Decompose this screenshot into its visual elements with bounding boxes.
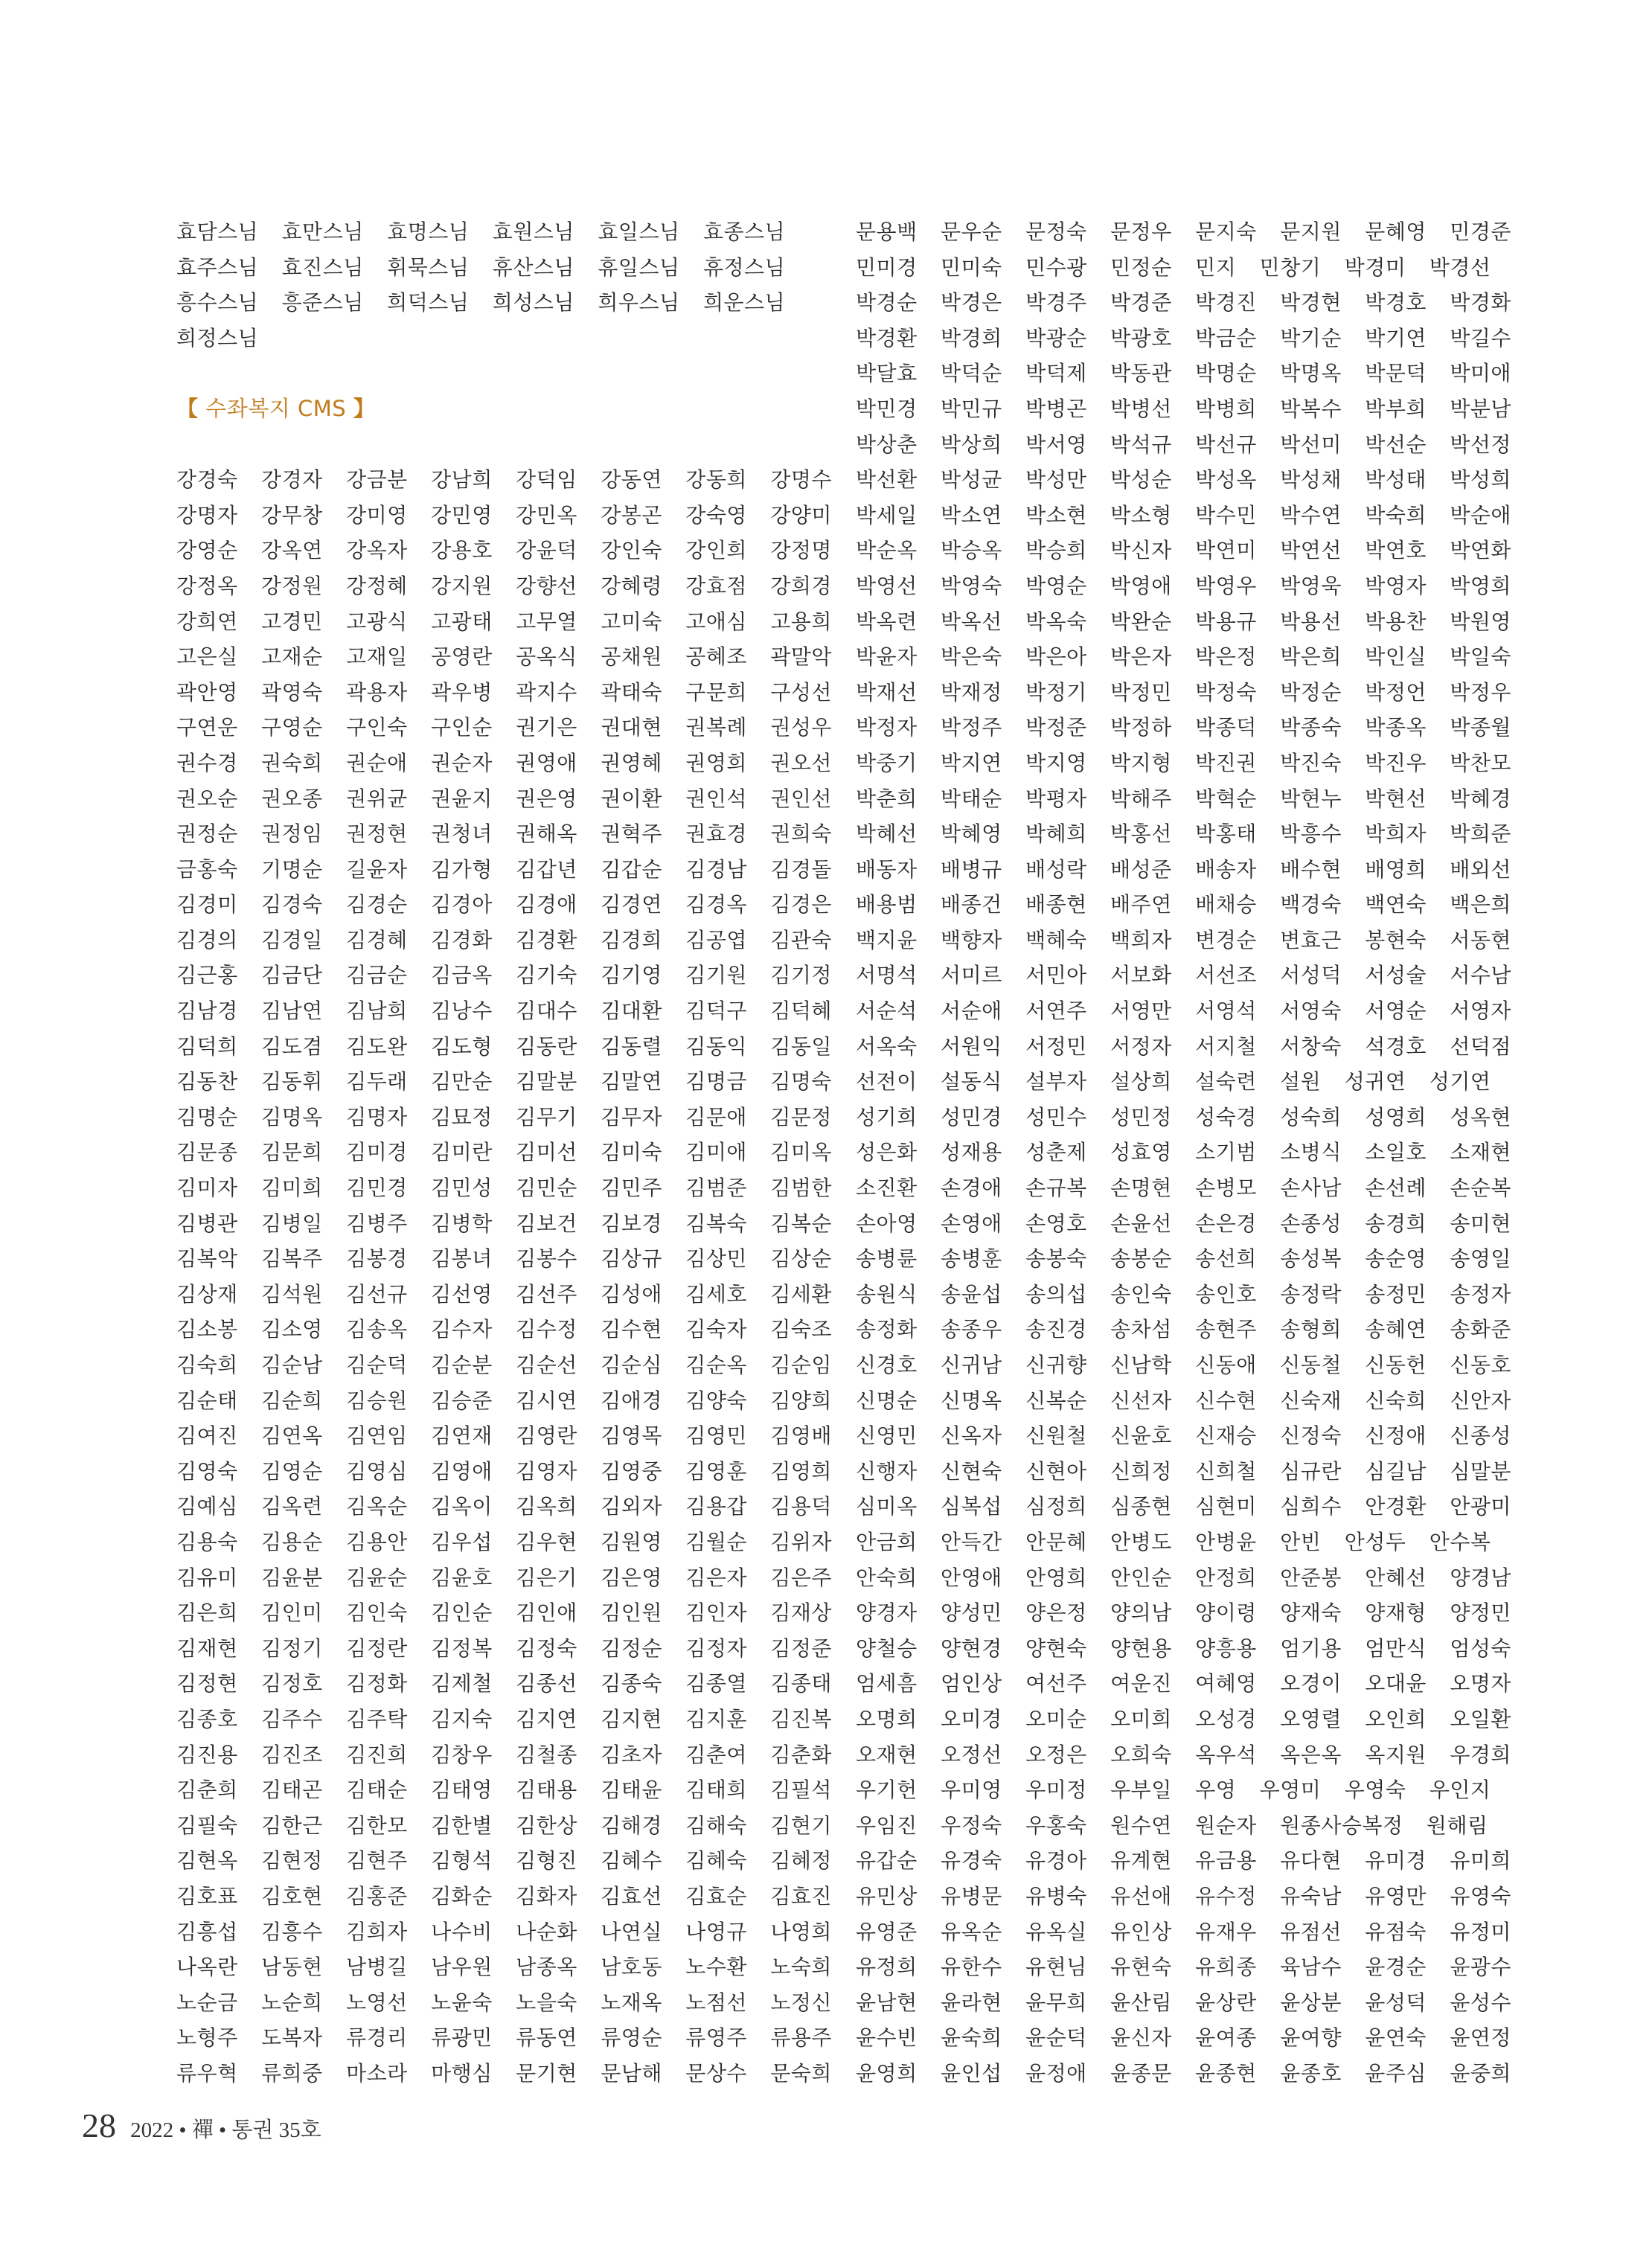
spacer [176,356,816,391]
monk-list-line: 효담스님 효만스님 효명스님 효원스님 효일스님 효종스님 [176,219,786,244]
donor-list-line: 신행자 신현숙 신현아 신희정 신희철 심규란 심길남 심말분 [856,1458,1511,1484]
donor-list-line: 김영숙 김영순 김영심 김영애 김영자 김영중 김영훈 김영희 [176,1458,832,1484]
donor-list-line: 김정현 김정호 김정화 김제철 김종선 김종숙 김종열 김종태 [176,1671,832,1696]
donor-list-line: 배용범 배종건 배종현 배주연 배채승 백경숙 백연숙 백은희 [856,892,1511,917]
donor-list-line: 김재현 김정기 김정란 김정복 김정숙 김정순 김정자 김정준 [176,1635,832,1661]
donor-list-line: 신경호 신귀남 신귀향 신남학 신동애 신동철 신동헌 신동호 [856,1353,1511,1377]
donor-list-line: 강경숙 강경자 강금분 강남희 강덕임 강동연 강동희 강명수 [176,467,832,493]
donor-list-line: 박달효 박덕순 박덕제 박동관 박명순 박명옥 박문덕 박미애 [856,361,1511,386]
donor-list-line: 안금희 안득간 안문혜 안병도 안병윤 안빈 안성두 안수복 [856,1529,1491,1554]
donor-list-line: 김호표 김호현 김홍준 김화순 김화자 김효선 김효순 김효진 [176,1883,832,1909]
donor-list-line: 김은희 김인미 김인숙 김인순 김인애 김인원 김인자 김재상 [176,1600,832,1626]
donor-list-line: 손아영 손영애 손영호 손윤선 손은경 손종성 송경희 송미현 [856,1211,1511,1236]
section-heading [176,391,816,427]
donor-list-line: 구연운 구영순 구인숙 구인순 권기은 권대현 권복례 권성우 [176,715,832,740]
donor-list-line: 송병륜 송병훈 송봉숙 송봉순 송선희 송성복 송순영 송영일 [856,1246,1511,1272]
donor-list-line: 김현옥 김현정 김현주 김형석 김형진 김혜수 김혜숙 김혜정 [176,1848,832,1874]
donor-list-line: 강영순 강옥연 강옥자 강용호 강윤덕 강인숙 강인희 강정명 [176,538,832,563]
donor-list-line: 김여진 김연옥 김연임 김연재 김영란 김영목 김영민 김영배 [176,1423,832,1449]
donor-list-line: 김덕희 김도겸 김도완 김도형 김동란 김동렬 김동익 김동일 [176,1034,832,1059]
section-heading-close-bracket: 】 [353,395,376,421]
donor-list-line: 박경순 박경은 박경주 박경준 박경진 박경현 박경호 박경화 [856,290,1511,315]
donor-list-line: 우임진 우정숙 우홍숙 원수연 원순자 원종사승복정 원해림 [856,1813,1488,1838]
right-name-list [856,214,1511,2091]
monk-list-line: 흥수스님 흥준스님 희덕스님 희성스님 희우스님 희운스님 [176,290,786,315]
donor-list-line: 박윤자 박은숙 박은아 박은자 박은정 박은희 박인실 박일숙 [856,644,1511,670]
donor-list-line: 김순태 김순희 김승원 김승준 김시연 김애경 김양숙 김양희 [176,1388,832,1413]
donor-list-line: 금홍숙 기명순 길윤자 김가형 김갑년 김갑순 김경남 김경돌 [176,856,832,882]
donor-list-line: 엄세흠 엄인상 여선주 여운진 여혜영 오경이 오대윤 오명자 [856,1671,1511,1696]
donor-list-line: 김진용 김진조 김진희 김창우 김철종 김초자 김춘여 김춘화 [176,1742,832,1767]
donor-list-line: 박상춘 박상희 박서영 박석규 박선규 박선미 박선순 박선정 [856,432,1511,457]
donor-list-line: 김용숙 김용순 김용안 김우섭 김우현 김원영 김월순 김위자 [176,1529,832,1554]
donor-list-line: 박재선 박재정 박정기 박정민 박정숙 박정순 박정언 박정우 [856,679,1511,705]
donor-list-line: 김종호 김주수 김주탁 김지숙 김지연 김지현 김지훈 김진복 [176,1706,832,1731]
donor-list-line: 노순금 노순희 노영선 노윤숙 노을숙 노재옥 노점선 노정신 [176,1990,832,2015]
donor-list-line: 성은화 성재용 성춘제 성효영 소기범 소병식 소일호 소재현 [856,1140,1511,1165]
donor-list-line: 송원식 송윤섭 송의섭 송인숙 송인호 송정락 송정민 송정자 [856,1281,1511,1307]
donor-list-line: 김남경 김남연 김남희 김낭수 김대수 김대환 김덕구 김덕혜 [176,999,832,1024]
donor-list-line: 우기헌 우미영 우미정 우부일 우영 우영미 우영숙 우인지 [856,1778,1491,1803]
donor-list-line: 나옥란 남동현 남병길 남우원 남종옥 남호동 노수환 노숙희 [176,1955,832,1980]
donor-list-line: 김동찬 김동휘 김두래 김만순 김말분 김말연 김명금 김명숙 [176,1069,832,1095]
left-column [176,214,832,2091]
donor-list-line: 권오순 권오종 권위균 권윤지 권은영 권이환 권인석 권인선 [176,786,832,811]
monk-list-line: 효주스님 효진스님 휘묵스님 휴산스님 휴일스님 휴정스님 [176,254,786,280]
donor-list-line: 노형주 도복자 류경리 류광민 류동연 류영순 류영주 류용주 [176,2025,832,2051]
donor-list-line: 강정옥 강정원 강정혜 강지원 강향선 강혜령 강효점 강희경 [176,573,832,598]
donor-list-line: 성기희 성민경 성민수 성민정 성숙경 성숙희 성영희 성옥현 [856,1104,1511,1129]
donor-list-line: 유정희 유한수 유현님 유현숙 유희종 육남수 윤경순 윤광수 [856,1955,1511,1980]
donor-list-line: 김춘희 김태곤 김태순 김태영 김태용 김태윤 김태희 김필석 [176,1778,832,1803]
donor-list-line: 김필숙 김한근 김한모 김한별 김한상 김해경 김해숙 김현기 [176,1813,832,1838]
donor-list-line: 류우혁 류희중 마소라 마행심 문기현 문남해 문상수 문숙희 [176,2060,832,2086]
donor-list-line: 양철승 양현경 양현숙 양현용 양흥용 엄기용 엄만식 엄성숙 [856,1635,1511,1661]
donor-list-line: 유영준 유옥순 유옥실 유인상 유재우 유점선 유점숙 유정미 [856,1919,1511,1944]
donor-list-line: 신영민 신옥자 신원철 신윤호 신재승 신정숙 신정애 신종성 [856,1423,1511,1449]
donor-list-line: 박옥련 박옥선 박옥숙 박완순 박용규 박용선 박용찬 박원영 [856,609,1511,634]
donor-list-line: 김상재 김석원 김선규 김선영 김선주 김성애 김세호 김세환 [176,1281,832,1307]
donor-list-line: 김경의 김경일 김경혜 김경화 김경환 김경희 김공엽 김관숙 [176,927,832,952]
donor-list-line: 서순석 서순애 서연주 서영만 서영석 서영숙 서영순 서영자 [856,999,1511,1024]
donor-list-line: 유갑순 유경숙 유경아 유계현 유금용 유다현 유미경 유미희 [856,1848,1511,1874]
donor-list-line: 안숙희 안영애 안영희 안인순 안정희 안준봉 안혜선 양경남 [856,1565,1511,1590]
donor-list-line: 김경미 김경숙 김경순 김경아 김경애 김경연 김경옥 김경은 [176,892,832,917]
donor-list-line: 권수경 권숙희 권순애 권순자 권영애 권영혜 권영희 권오선 [176,750,832,775]
donor-list-line: 김소봉 김소영 김송옥 김수자 김수정 김수현 김숙자 김숙조 [176,1317,832,1342]
donor-list-line: 민미경 민미숙 민수광 민정순 민지 민창기 박경미 박경선 [856,254,1491,280]
donor-list-line: 박민경 박민규 박병곤 박병선 박병희 박복수 박부희 박분남 [856,396,1511,421]
donor-list-line: 권정순 권정임 권정현 권청녀 권해옥 권혁주 권효경 권희숙 [176,821,832,847]
donor-list-line: 김명순 김명옥 김명자 김묘정 김무기 김무자 김문애 김문정 [176,1104,832,1129]
donor-list-line: 김숙희 김순남 김순덕 김순분 김순선 김순심 김순옥 김순임 [176,1353,832,1377]
donor-list-line: 윤남현 윤라현 윤무희 윤산림 윤상란 윤상분 윤성덕 윤성수 [856,1990,1511,2015]
donor-list-line: 윤수빈 윤숙희 윤순덕 윤신자 윤여종 윤여향 윤연숙 윤연정 [856,2025,1511,2051]
spacer [176,427,816,463]
donor-list-line: 선전이 설동식 설부자 설상희 설숙련 설원 성귀연 성기연 [856,1069,1491,1095]
section-heading-open-bracket: 【 [176,395,199,421]
donor-list-line: 강명자 강무창 강미영 강민영 강민옥 강봉곤 강숙영 강양미 [176,502,832,528]
donor-list-line: 강희연 고경민 고광식 고광태 고무열 고미숙 고애심 고용희 [176,609,832,634]
left-name-list [176,462,832,2091]
donor-list-line: 오명희 오미경 오미순 오미희 오성경 오영렬 오인희 오일환 [856,1706,1511,1731]
donor-list-line: 곽안영 곽영숙 곽용자 곽우병 곽지수 곽태숙 구문희 구성선 [176,679,832,705]
donor-list-line: 박중기 박지연 박지영 박지형 박진권 박진숙 박진우 박찬모 [856,750,1511,775]
section-heading-title: 수좌복지 CMS [198,395,353,421]
donor-list-line: 심미옥 심복섭 심정희 심종현 심현미 심희수 안경환 안광미 [856,1494,1511,1519]
donor-list-line: 유민상 유병문 유병숙 유선애 유수정 유숙남 유영만 유영숙 [856,1883,1511,1909]
donor-list-line: 배동자 배병규 배성락 배성준 배송자 배수현 배영희 배외선 [856,856,1511,882]
donor-list-line: 박춘희 박태순 박평자 박해주 박혁순 박현누 박현선 박혜경 [856,786,1511,811]
donor-list-line: 고은실 고재순 고재일 공영란 공옥식 공채원 공혜조 곽말악 [176,644,832,670]
donor-list-line: 박혜선 박혜영 박혜희 박홍선 박홍태 박흥수 박희자 박희준 [856,821,1511,847]
donor-list-line: 송정화 송종우 송진경 송차섬 송현주 송형희 송혜연 송화준 [856,1317,1511,1342]
donor-list-line: 김흥섭 김흥수 김희자 나수비 나순화 나연실 나영규 나영희 [176,1919,832,1944]
donor-list-line: 박순옥 박승옥 박승희 박신자 박연미 박연선 박연호 박연화 [856,538,1511,563]
donor-list-line: 윤영희 윤인섭 윤정애 윤종문 윤종현 윤종호 윤주심 윤중희 [856,2060,1511,2086]
donor-list-line: 박경환 박경희 박광순 박광호 박금순 박기순 박기연 박길수 [856,325,1511,350]
donor-list-line: 서옥숙 서원익 서정민 서정자 서지철 서창숙 석경호 선덕점 [856,1034,1511,1059]
donor-list-line: 김복악 김복주 김봉경 김봉녀 김봉수 김상규 김상민 김상순 [176,1246,832,1272]
donor-list-line: 박정자 박정주 박정준 박정하 박종덕 박종숙 박종옥 박종월 [856,715,1511,740]
donor-list-line: 서명석 서미르 서민아 서보화 서선조 서성덕 서성술 서수남 [856,963,1511,988]
donor-list-line: 오재현 오정선 오정은 오희숙 옥우석 옥은옥 옥지원 우경희 [856,1742,1511,1767]
monk-list-line: 희정스님 [176,325,259,350]
donor-list-line: 문용백 문우순 문정숙 문정우 문지숙 문지원 문혜영 민경준 [856,219,1511,244]
donor-list-line: 신명순 신명옥 신복순 신선자 신수현 신숙재 신숙희 신안자 [856,1388,1511,1413]
donor-list-line: 김미자 김미희 김민경 김민성 김민순 김민주 김범준 김범한 [176,1176,832,1201]
page-footer [82,2106,321,2145]
donor-list-line: 박영선 박영숙 박영순 박영애 박영우 박영욱 박영자 박영희 [856,573,1511,598]
donor-list-line: 박세일 박소연 박소현 박소형 박수민 박수연 박숙희 박순애 [856,502,1511,528]
donor-list-line: 김문종 김문희 김미경 김미란 김미선 김미숙 김미애 김미옥 [176,1140,832,1165]
donor-list-line: 백지윤 백향자 백혜숙 백희자 변경순 변효근 봉현숙 서동현 [856,927,1511,952]
issue-info: 2022 • 禪 • 통권 35호 [130,2118,321,2142]
donor-list-line: 김병관 김병일 김병주 김병학 김보건 김보경 김복숙 김복순 [176,1211,832,1236]
page-number: 28 [82,2106,116,2144]
donor-list-line: 김유미 김윤분 김윤순 김윤호 김은기 김은영 김은자 김은주 [176,1565,832,1590]
right-column [856,214,1511,2091]
donor-list-line: 양경자 양성민 양은정 양의남 양이령 양재숙 양재형 양정민 [856,1600,1511,1626]
donor-list-line: 소진환 손경애 손규복 손명현 손병모 손사남 손선례 손순복 [856,1176,1511,1201]
donor-list-line: 김예심 김옥련 김옥순 김옥이 김옥희 김외자 김용갑 김용덕 [176,1494,832,1519]
donor-list-line: 김근홍 김금단 김금순 김금옥 김기숙 김기영 김기원 김기정 [176,963,832,988]
donor-list-line: 박선환 박성균 박성만 박성순 박성옥 박성채 박성태 박성희 [856,467,1511,493]
